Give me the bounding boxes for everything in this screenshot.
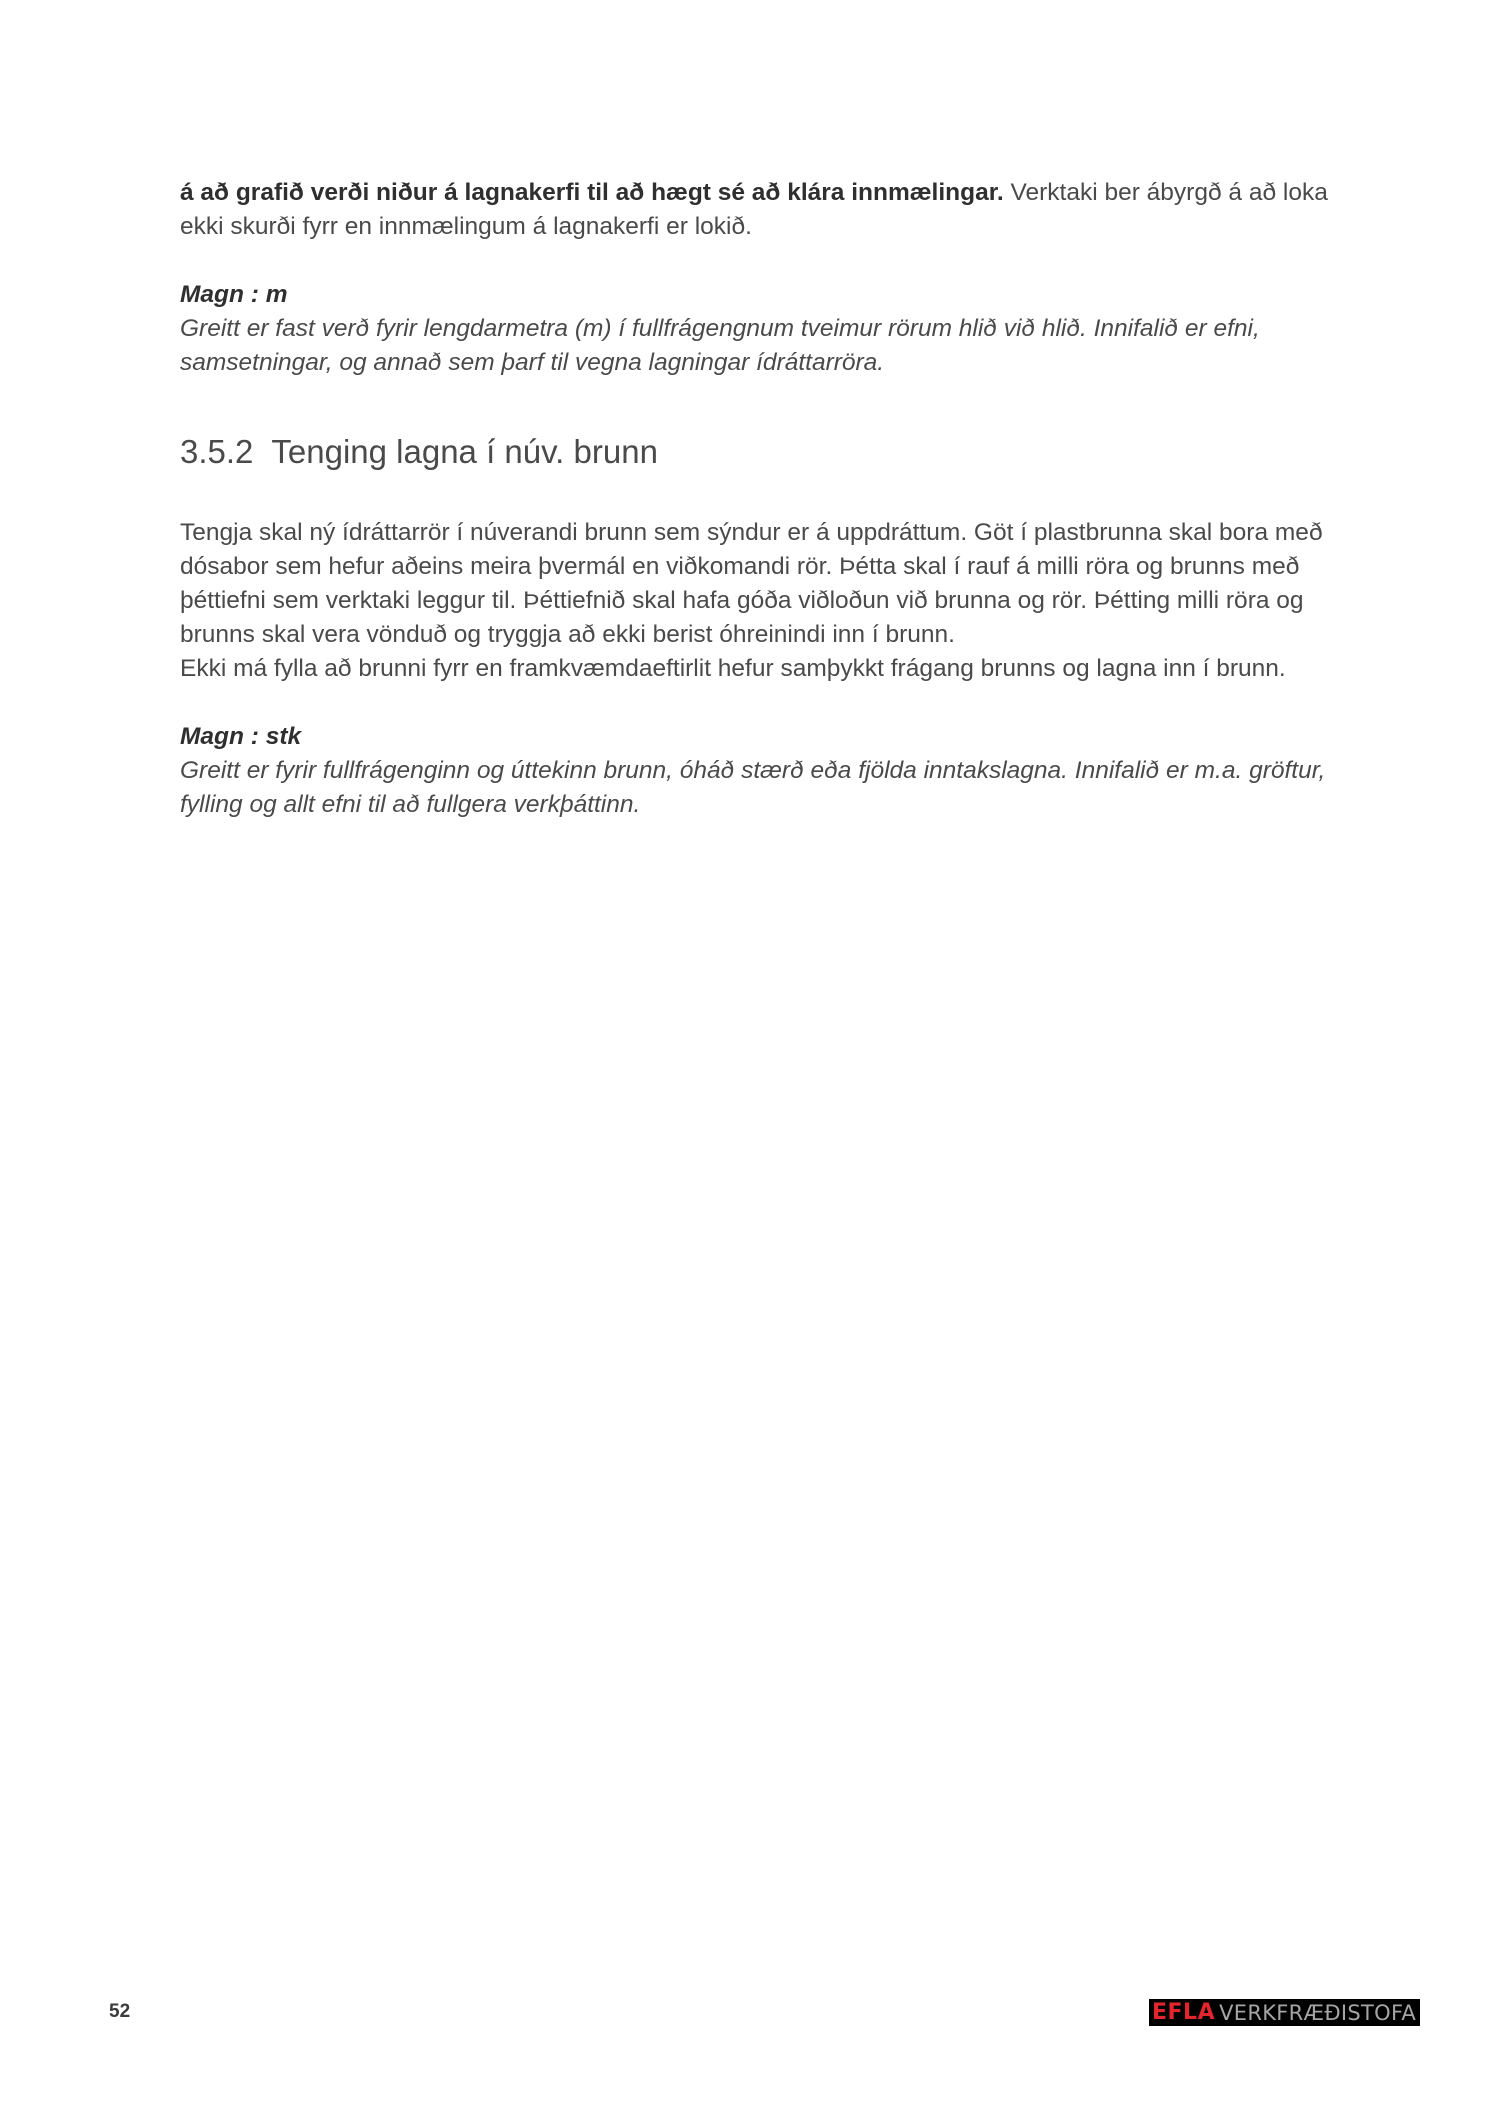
magn-stk-description: Greitt er fyrir fullfrágenginn og úttekinn brunn, óháð stærð eða fjölda inntakslagna. Innifalið er m.a. gröftur, fylling og allt efni til að fullgera verkþáttinn. <box>180 757 1326 818</box>
magn-m-description: Greitt er fast verð fyrir lengdarmetra (m) í fullfrágengnum tveimur rörum hlið við hlið. Innifalið er efni, samsetningar, og annað sem þarf til vegna lagningar ídráttarröra. <box>180 315 1260 376</box>
intro-paragraph <box>180 176 1330 244</box>
section-heading <box>180 430 1330 474</box>
magn-m-label: Magn : m <box>180 281 288 308</box>
section-paragraph-1: Tengja skal ný ídráttarrör í núverandi brunn sem sýndur er á uppdráttum. Göt í plastbrunna skal bora með dósabor sem hefur aðeins meira þvermál en viðkomandi rör. Þétta skal í rauf á milli röra og brunns með þéttiefni sem verktaki leggur til. Þéttiefnið skal hafa góða viðloðun við brunna og rör. Þétting milli röra og brunns skal vera vönduð og tryggja að ekki berist óhreinindi inn í brunn. <box>180 519 1323 648</box>
intro-normal-text: Verktaki ber ábyrgð á að loka ekki skurði fyrr en innmælingum á lagnakerfi er lokið. <box>180 179 1328 240</box>
intro-bold-text: á að grafið verði niður á lagnakerfi til að hægt sé að klára innmælingar. <box>180 179 1004 206</box>
section-paragraph-2: Ekki má fylla að brunni fyrr en framkvæmdaeftirlit hefur samþykkt frágang brunns og lagna inn í brunn. <box>180 655 1286 682</box>
efla-logo <box>1149 1999 1420 2026</box>
section-title: Tenging lagna í núv. brunn <box>271 433 658 470</box>
logo-text: VERKFRÆÐISTOFA <box>1219 2000 1417 2025</box>
page-number: 52 <box>109 2001 131 2022</box>
page-content <box>180 176 1330 822</box>
logo-mark: EFLA <box>1152 2000 1216 2025</box>
section-number: 3.5.2 <box>180 433 254 470</box>
magn-stk-label: Magn : stk <box>180 723 302 750</box>
